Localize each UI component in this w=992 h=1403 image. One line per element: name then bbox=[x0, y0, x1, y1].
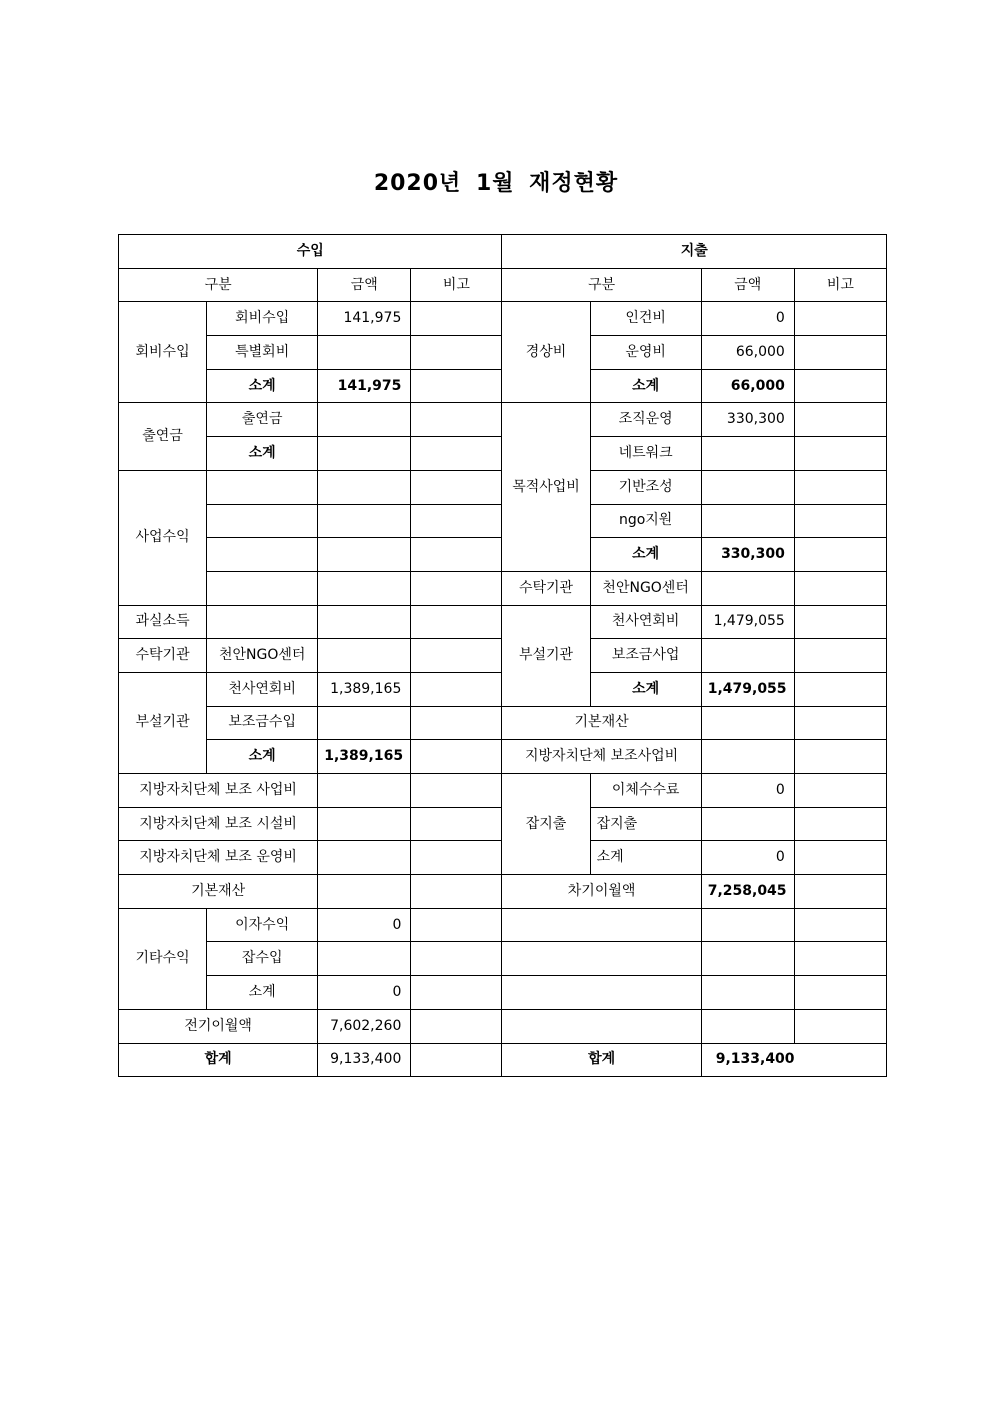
expense-empty-cell bbox=[701, 908, 794, 942]
income-carryover-label: 전기이월액 bbox=[119, 1009, 318, 1043]
expense-item-amount bbox=[701, 571, 794, 605]
income-note-cell bbox=[411, 672, 502, 706]
income-note-cell bbox=[411, 437, 502, 471]
expense-empty-cell bbox=[502, 942, 701, 976]
expense-subtotal-amount: 0 bbox=[701, 841, 794, 875]
expense-note-cell bbox=[794, 875, 886, 909]
income-item-label: 특별회비 bbox=[207, 336, 318, 370]
expense-item-amount bbox=[701, 504, 794, 538]
income-subtotal-amount: 0 bbox=[318, 976, 411, 1010]
income-note-cell bbox=[411, 538, 502, 572]
expense-item-label: ngo지원 bbox=[590, 504, 701, 538]
expense-next-carryover-label: 차기이월액 bbox=[502, 875, 701, 909]
income-item-amount bbox=[318, 875, 411, 909]
expense-empty-cell bbox=[502, 976, 701, 1010]
expense-note-cell bbox=[794, 369, 886, 403]
income-total-label: 합계 bbox=[119, 1043, 318, 1077]
expense-subtotal-amount: 330,300 bbox=[701, 538, 794, 572]
income-group-consignment: 수탁기관 bbox=[119, 639, 207, 673]
income-item-amount bbox=[318, 639, 411, 673]
income-item-amount bbox=[318, 774, 411, 808]
income-note-cell bbox=[411, 403, 502, 437]
expense-item-label: 인건비 bbox=[590, 302, 701, 336]
income-item-amount bbox=[318, 571, 411, 605]
income-item-amount bbox=[318, 807, 411, 841]
income-item-label: 출연금 bbox=[207, 403, 318, 437]
income-note-cell bbox=[411, 639, 502, 673]
expense-item-label: 이체수수료 bbox=[590, 774, 701, 808]
expense-subtotal-amount: 66,000 bbox=[701, 369, 794, 403]
income-carryover-amount: 7,602,260 bbox=[318, 1009, 411, 1043]
income-item-label bbox=[207, 538, 318, 572]
income-note-cell bbox=[411, 470, 502, 504]
expense-group-misc: 잡지출 bbox=[502, 774, 590, 875]
expense-note-header: 비고 bbox=[794, 268, 886, 302]
income-item-label: 회비수입 bbox=[207, 302, 318, 336]
expense-note-cell bbox=[794, 976, 886, 1010]
expense-category-header: 구분 bbox=[502, 268, 701, 302]
expense-item-label: 네트워크 bbox=[590, 437, 701, 471]
expense-empty-cell bbox=[701, 976, 794, 1010]
income-note-cell bbox=[411, 774, 502, 808]
expense-header: 지출 bbox=[502, 235, 887, 269]
expense-note-cell bbox=[794, 605, 886, 639]
expense-item-label: 천안NGO센터 bbox=[590, 571, 701, 605]
expense-item-label: 조직운영 bbox=[590, 403, 701, 437]
income-note-cell bbox=[411, 875, 502, 909]
income-item-label: 천사연회비 bbox=[207, 672, 318, 706]
income-local-gov-facility: 지방자치단체 보조 시설비 bbox=[119, 807, 318, 841]
income-basic-assets: 기본재산 bbox=[119, 875, 318, 909]
income-note-cell bbox=[411, 976, 502, 1010]
income-group-business: 사업수익 bbox=[119, 470, 207, 605]
income-note-cell bbox=[411, 302, 502, 336]
income-amount-header: 금액 bbox=[318, 268, 411, 302]
expense-item-amount: 0 bbox=[701, 774, 794, 808]
income-item-label bbox=[207, 504, 318, 538]
expense-item-amount bbox=[701, 807, 794, 841]
income-note-cell bbox=[411, 841, 502, 875]
expense-subtotal-label: 소계 bbox=[590, 369, 701, 403]
expense-note-cell bbox=[794, 336, 886, 370]
income-note-cell bbox=[411, 908, 502, 942]
expense-item-amount: 66,000 bbox=[701, 336, 794, 370]
expense-item-amount bbox=[701, 740, 794, 774]
expense-next-carryover-amount: 7,258,045 bbox=[701, 875, 794, 909]
expense-note-cell bbox=[794, 437, 886, 471]
income-item-amount bbox=[318, 538, 411, 572]
income-note-header: 비고 bbox=[411, 268, 502, 302]
expense-empty-cell bbox=[701, 1009, 794, 1043]
income-item-label: 잡수입 bbox=[207, 942, 318, 976]
expense-note-cell bbox=[794, 302, 886, 336]
expense-note-cell bbox=[794, 504, 886, 538]
income-item-label bbox=[207, 470, 318, 504]
income-item-label bbox=[207, 605, 318, 639]
expense-item-amount: 1,479,055 bbox=[701, 605, 794, 639]
expense-item-amount bbox=[701, 470, 794, 504]
income-subtotal-amount bbox=[318, 437, 411, 471]
expense-item-label: 천사연회비 bbox=[590, 605, 701, 639]
income-item-amount bbox=[318, 706, 411, 740]
expense-note-cell bbox=[794, 942, 886, 976]
expense-note-cell bbox=[794, 571, 886, 605]
expense-subtotal-label: 소계 bbox=[590, 841, 701, 875]
income-note-cell bbox=[411, 740, 502, 774]
expense-note-cell bbox=[794, 774, 886, 808]
expense-item-amount bbox=[701, 437, 794, 471]
income-group-membership: 회비수입 bbox=[119, 302, 207, 403]
income-item-amount bbox=[318, 470, 411, 504]
expense-subtotal-label: 소계 bbox=[590, 672, 701, 706]
expense-empty-cell bbox=[701, 942, 794, 976]
income-note-cell bbox=[411, 706, 502, 740]
income-group-contribution: 출연금 bbox=[119, 403, 207, 470]
expense-group-purpose: 목적사업비 bbox=[502, 403, 590, 571]
income-subtotal-amount: 1,389,165 bbox=[318, 740, 411, 774]
income-local-gov-business: 지방자치단체 보조 사업비 bbox=[119, 774, 318, 808]
income-note-cell bbox=[411, 571, 502, 605]
expense-total-amount: 9,133,400 bbox=[701, 1043, 886, 1077]
expense-item-label: 기반조성 bbox=[590, 470, 701, 504]
income-item-amount bbox=[318, 841, 411, 875]
expense-empty-cell bbox=[502, 908, 701, 942]
income-item-label bbox=[207, 571, 318, 605]
expense-total-label: 합계 bbox=[502, 1043, 701, 1077]
income-item-amount bbox=[318, 403, 411, 437]
expense-subtotal-label: 소계 bbox=[590, 538, 701, 572]
expense-item-label: 보조금사업 bbox=[590, 639, 701, 673]
income-local-gov-operation: 지방자치단체 보조 운영비 bbox=[119, 841, 318, 875]
income-group-affiliate: 부설기관 bbox=[119, 672, 207, 773]
income-group-other: 기타수익 bbox=[119, 908, 207, 1009]
income-group-past-income: 과실소득 bbox=[119, 605, 207, 639]
income-note-cell bbox=[411, 807, 502, 841]
expense-group-affiliate: 부설기관 bbox=[502, 605, 590, 706]
income-header: 수입 bbox=[119, 235, 502, 269]
expense-item-label: 운영비 bbox=[590, 336, 701, 370]
expense-item-amount: 0 bbox=[701, 302, 794, 336]
expense-note-cell bbox=[794, 908, 886, 942]
expense-note-cell bbox=[794, 740, 886, 774]
expense-item-amount bbox=[701, 706, 794, 740]
expense-note-cell bbox=[794, 807, 886, 841]
expense-group-consignment: 수탁기관 bbox=[502, 571, 590, 605]
income-item-label: 이자수익 bbox=[207, 908, 318, 942]
expense-note-cell bbox=[794, 841, 886, 875]
expense-note-cell bbox=[794, 403, 886, 437]
income-item-label: 보조금수입 bbox=[207, 706, 318, 740]
expense-amount-header: 금액 bbox=[701, 268, 794, 302]
expense-note-cell bbox=[794, 672, 886, 706]
income-subtotal-label: 소계 bbox=[207, 437, 318, 471]
income-item-amount bbox=[318, 942, 411, 976]
income-subtotal-amount: 141,975 bbox=[318, 369, 411, 403]
income-subtotal-label: 소계 bbox=[207, 369, 318, 403]
income-item-amount bbox=[318, 504, 411, 538]
income-item-amount: 0 bbox=[318, 908, 411, 942]
page-title: 2020년 1월 재정현황 bbox=[373, 171, 619, 196]
expense-item-amount bbox=[701, 639, 794, 673]
income-item-amount bbox=[318, 605, 411, 639]
expense-note-cell bbox=[794, 470, 886, 504]
expense-note-cell bbox=[794, 538, 886, 572]
income-note-cell bbox=[411, 1043, 502, 1077]
expense-group-operating: 경상비 bbox=[502, 302, 590, 403]
income-note-cell bbox=[411, 942, 502, 976]
expense-basic-assets: 기본재산 bbox=[502, 706, 701, 740]
income-note-cell bbox=[411, 336, 502, 370]
income-note-cell bbox=[411, 605, 502, 639]
income-subtotal-label: 소계 bbox=[207, 976, 318, 1010]
income-note-cell bbox=[411, 1009, 502, 1043]
expense-item-label: 잡지출 bbox=[590, 807, 701, 841]
income-item-amount: 1,389,165 bbox=[318, 672, 411, 706]
expense-local-gov: 지방자치단체 보조사업비 bbox=[502, 740, 701, 774]
income-note-cell bbox=[411, 369, 502, 403]
expense-note-cell bbox=[794, 706, 886, 740]
expense-empty-cell bbox=[502, 1009, 701, 1043]
expense-item-amount: 330,300 bbox=[701, 403, 794, 437]
income-item-amount: 141,975 bbox=[318, 302, 411, 336]
income-subtotal-label: 소계 bbox=[207, 740, 318, 774]
expense-note-cell bbox=[794, 1009, 886, 1043]
finance-table bbox=[118, 234, 887, 1077]
expense-subtotal-amount: 1,479,055 bbox=[701, 672, 794, 706]
expense-note-cell bbox=[794, 639, 886, 673]
income-item-label: 천안NGO센터 bbox=[207, 639, 318, 673]
income-category-header: 구분 bbox=[119, 268, 318, 302]
income-item-amount bbox=[318, 336, 411, 370]
income-note-cell bbox=[411, 504, 502, 538]
income-total-amount: 9,133,400 bbox=[318, 1043, 411, 1077]
